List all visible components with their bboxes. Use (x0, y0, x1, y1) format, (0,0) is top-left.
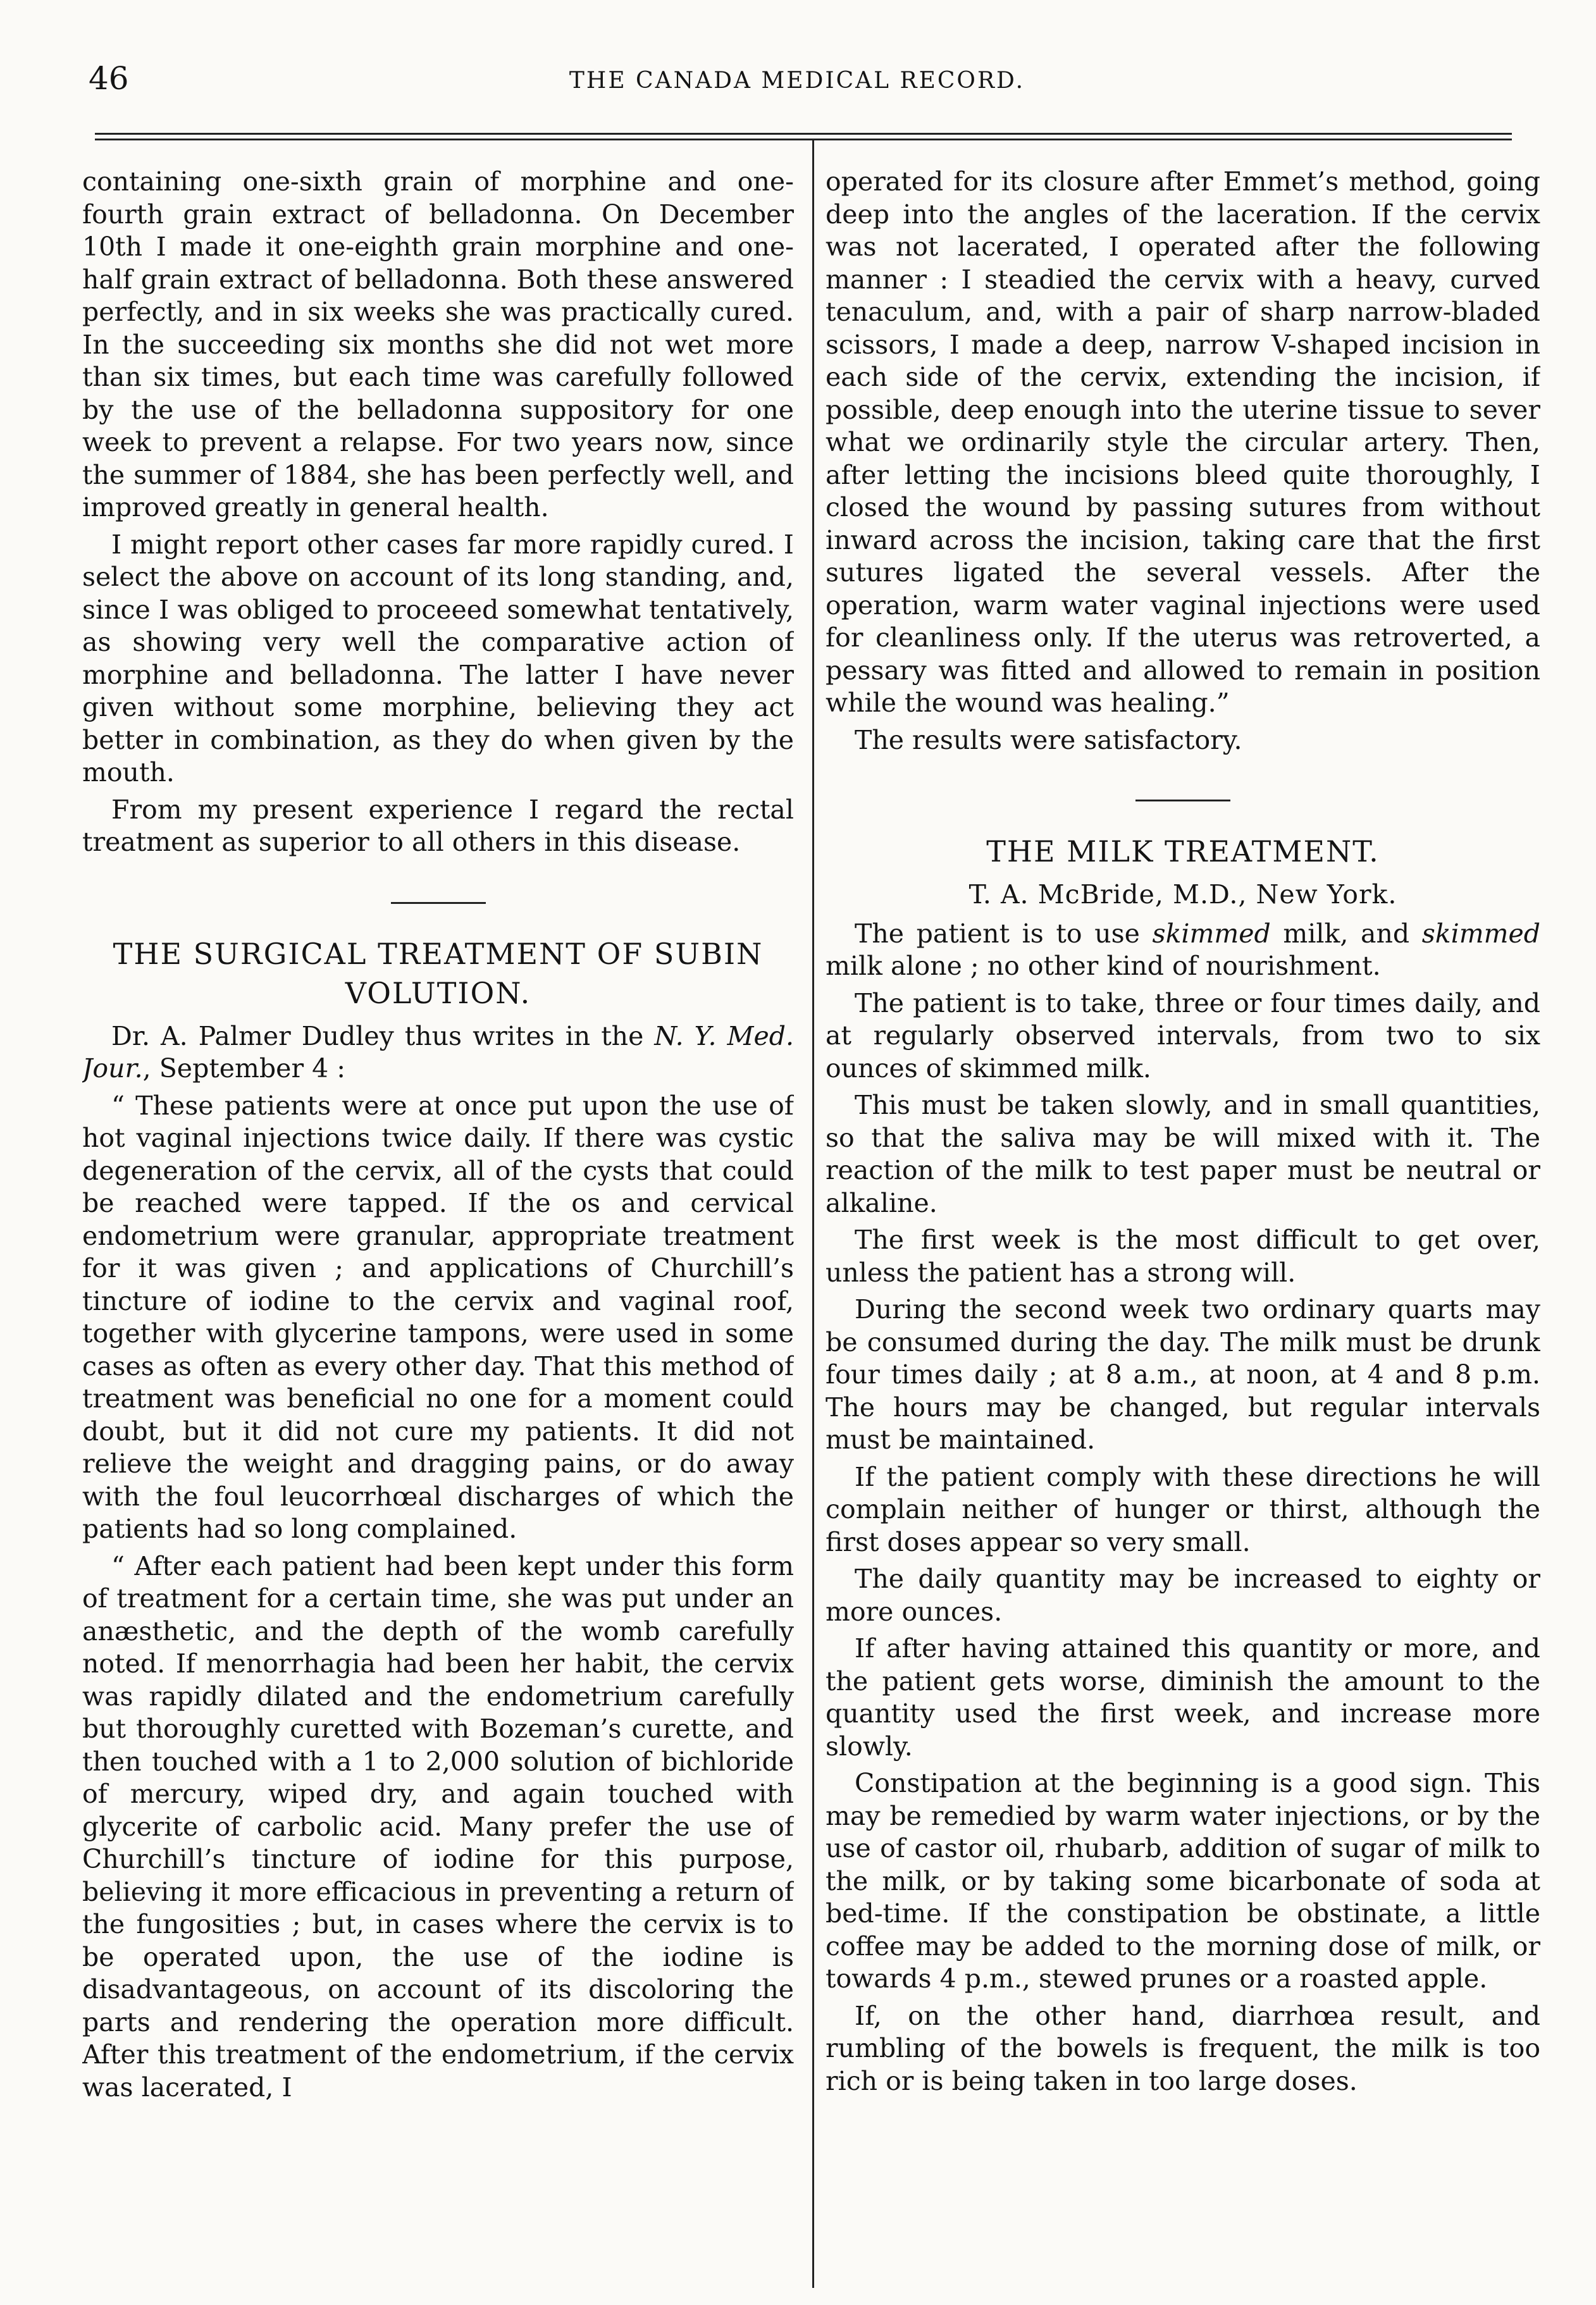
right-paragraph-10: If after having attained this quantity or more, and the patient gets worse, diminish the amount to the quantity used the first week, and increase more slowly. (826, 1633, 1540, 1762)
left-paragraph-2: I might report other cases far more rapidly cured. I select the above on account of its long standing, and, since I was obliged to proceeed somewhat tentatively, as showing very well the comparative action of morphine and belladonna. The latter I have never given without some morphine, believing they act better in combination, as they do when given by the mouth. (82, 529, 794, 788)
emphasis-skimmed-1: skimmed (1152, 918, 1271, 949)
emphasis-skimmed-2: skimmed (1421, 918, 1540, 949)
author-byline: T. A. McBride, M.D., New York. (968, 879, 1397, 910)
right-paragraph-9: The daily quantity may be increased to eighty or more ounces. (826, 1564, 1540, 1627)
left-paragraph-3: From my present experience I regard the rectal treatment as superior to all others in this disease. (82, 794, 794, 857)
running-header (79, 60, 1515, 104)
milk-text-b: milk, and (1270, 918, 1422, 949)
right-paragraph-8: If the patient comply with these directions he will complain neither of hunger or thirst, although the first doses appear so very small. (826, 1461, 1540, 1557)
left-column (82, 166, 794, 2291)
right-paragraph-5: This must be taken slowly, and in small quantities, so that the saliva may be will mixed with it. The reaction of the milk to test paper must be neutral or alkaline. (826, 1090, 1540, 1218)
header-rule-top (95, 133, 1512, 135)
right-paragraph-2: The results were satisfactory. (855, 724, 1242, 755)
right-paragraph-4: The patient is to take, three or four times daily, and at regularly observed intervals, from two to six ounces of skimmed milk. (826, 987, 1540, 1084)
column-divider (812, 140, 814, 2288)
left-paragraph-1: containing one-sixth grain of morphine and one-fourth grain extract of belladonna. On December 10th I made it one-eighth grain morphine and one-half grain extract of belladonna. Both these answered perfectly, and in six weeks she was practically cured. In the succeeding six months she did not wet more than six times, but each time was carefully followed by the use of the belladonna suppository for one week to prevent a relapse. For two years now, since the summer of 1884, she has been perfectly well, and improved greatly in general health. (82, 166, 794, 522)
right-paragraph-1: operated for its closure after Emmet’s method, going deep into the angles of the laceration. If the cervix was not lacerated, I operated after the following manner : I steadied the cervix with a heavy, curved tenaculum, and, with a pair of sharp narrow-bladed scissors, I made a deep, narrow V-shaped incision in each side of the cervix, extending the incision, if possible, deep enough into the uterine tissue to sever what we ordinarily style the circular artery. Then, after letting the incisions bleed quite thoroughly, I closed the wound by passing sutures from without inward across the incision, taking care that the first sutures ligated the several vessels. After the operation, warm water vaginal injections were used for cleanliness only. If the uterus was retroverted, a pessary was fitted and allowed to remain in position while the wound was healing.” (826, 166, 1540, 718)
milk-text-c: milk alone ; no other kind of nourishment. (826, 951, 1381, 981)
intro-text-a: Dr. A. Palmer Dudley thus writes in the (111, 1020, 655, 1051)
intro-text-b: , September 4 : (142, 1053, 346, 1084)
right-paragraph-6: The first week is the most difficult to get over, unless the patient has a strong will. (826, 1225, 1540, 1288)
section-title-subinvolution: THE SURGICAL TREATMENT OF SUBIN VOLUTION. (113, 936, 764, 1010)
right-column (826, 166, 1540, 2291)
left-paragraph-quote-2: “ After each patient had been kept under this form of treatment for a certain time, she was put under an anæsthetic, and the depth of the womb carefully noted. If menorrhagia had been her habit, the cervix was rapidly dilated and the endometrium carefully but thoroughly curetted with Bozeman’s curette, and then touched with a 1 to 2,000 solution of bichloride of mercury, wiped dry, and again touched with glycerite of carbolic acid. Many prefer the use of Churchill’s tincture of iodine for this purpose, believing it more efficacious in preventing a return of the fungosities ; but, in cases where the cervix is to be operated upon, the use of the iodine is disadvantageous, on account of its discoloring the parts and rendering the operation more difficult. After this treatment of the endometrium, if the cervix was lacerated, I (82, 1550, 794, 2103)
right-paragraph-7: During the second week two ordinary quarts may be consumed during the day. The milk must be drunk four times daily ; at 8 a.m., at noon, at 4 and 8 p.m. The hours may be changed, but regular intervals must be maintained. (826, 1294, 1540, 1455)
right-paragraph-12: If, on the other hand, diarrhœa result, and rumbling of the bowels is frequent, the milk is too rich or is being taken in too large doses. (826, 2000, 1540, 2096)
right-paragraph-11: Constipation at the beginning is a good sign. This may be remedied by warm water injections, or by the use of castor oil, rhubarb, addition of sugar of milk to the milk, or by taking some bicarbonate of soda at bed-time. If the constipation be obstinate, a little coffee may be added to the morning dose of milk, or towards 4 p.m., stewed prunes or a roasted apple. (826, 1768, 1540, 1994)
milk-text-a: The patient is to use (855, 918, 1153, 949)
journal-citation: N. Y. Med. Jour. (82, 1020, 794, 1084)
left-paragraph-quote-1: “ These patients were at once put upon the use of hot vaginal injections twice daily. If there was cystic degeneration of the cervix, all of the cysts that could be reached were tapped. If the os and cervical endometrium were granular, appropriate treatment for it was given ; and applications of Churchill’s tincture of iodine to the cervix and vaginal roof, together with glycerine tampons, were used in some cases as often as every other day. That this method of treatment was beneficial no one for a moment could doubt, but it did not cure my patients. It did not relieve the weight and dragging pains, or do away with the foul leucorrhœal discharges of which the patients had so long complained. (82, 1090, 794, 1544)
section-title-milk-treatment: THE MILK TREATMENT. (986, 834, 1380, 868)
section-divider (1135, 800, 1230, 801)
header-rule-bottom (95, 139, 1512, 140)
left-paragraph-intro (82, 1020, 794, 1085)
journal-title: THE CANADA MEDICAL RECORD. (569, 68, 1025, 94)
right-paragraph-3 (826, 918, 1540, 983)
section-divider (391, 902, 486, 904)
page-number: 46 (89, 60, 129, 97)
